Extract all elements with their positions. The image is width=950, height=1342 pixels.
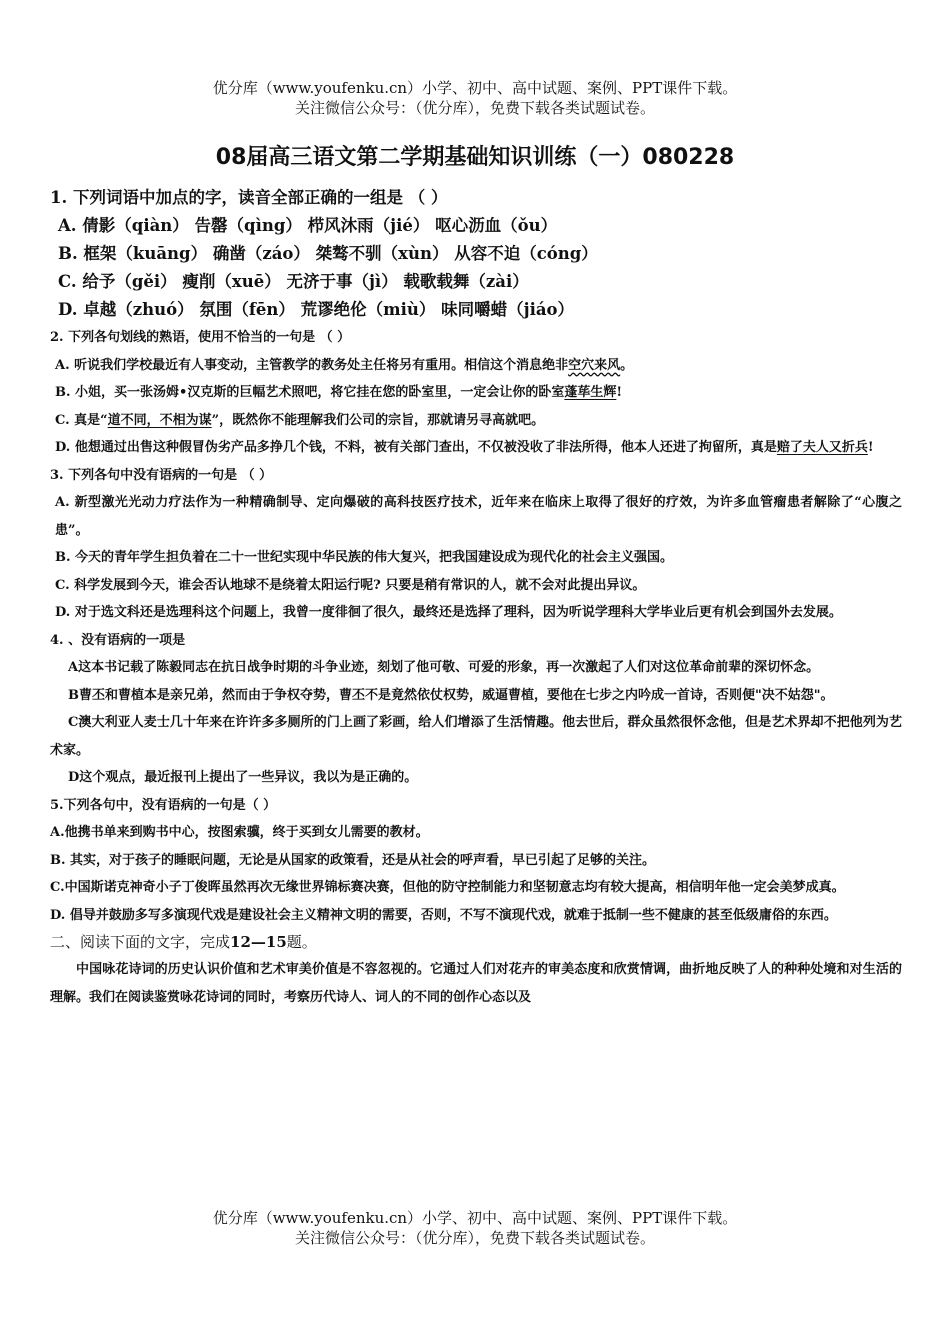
section2-text: 二、阅读下面的文字，完成: [50, 933, 231, 951]
q5-stem: 5.下列各句中，没有语病的一句是（ ）: [50, 797, 277, 813]
q1-option-c: C. 给予（gěi） 瘦削（xuē） 无济于事（jì） 载歌载舞（zài）: [58, 272, 529, 291]
document-body: [50, 184, 902, 1011]
q4-option-b: B曹丕和曹植本是亲兄弟，然而由于争权夺势，曹丕不是竟然依仗权势，威逼曹植，要他在七步之内吟成一首诗，否则便"决不姑怨"。: [68, 687, 834, 703]
header-line1: 优分库（www.youfenku.cn）小学、初中、高中试题、案例、PPT课件下载。: [212, 79, 738, 97]
q2-c-text: C. 真是“: [55, 412, 108, 428]
q3-option-b: B. 今天的青年学生担负着在二十一世纪实现中华民族的伟大复兴，把我国建设成为现代化的社会主义强国。: [55, 550, 674, 565]
q3-option-a: A. 新型激光光动力疗法作为一种精确制导、定向爆破的高科技医疗技术，近年来在临床上取得了很好的疗效，为许多血管瘤患者解除了“心腹之患”。: [55, 495, 902, 538]
q4-option-d: D这个观点，最近报刊上提出了一些异议，我以为是正确的。: [68, 770, 418, 785]
q2-a-idiom: 空穴来风: [568, 357, 621, 373]
q5-option-d: D. 倡导并鼓励多写多演现代戏是建设社会主义精神文明的需要，否则，不写不演现代戏，就难于抵制一些不健康的甚至低级庸俗的东西。: [50, 907, 837, 923]
section2-range: 12—15: [230, 933, 287, 951]
q1-option-d: D. 卓越（zhuó） 氛围（fēn） 荒谬绝伦（miù） 味同嚼蜡（jiáo）: [58, 300, 575, 319]
q2-d-idiom: 赔了夫人又折兵: [776, 440, 868, 455]
q2-option-a: [50, 352, 902, 380]
q4-option-c: C澳大利亚人麦士几十年来在许许多多厕所的门上画了彩画，给人们增添了生活情趣。他去世后，群众虽然很怀念他，但是艺术界却不把他列为艺术家。: [50, 715, 902, 758]
q5-option-b: B. 其实，对于孩子的睡眠问题，无论是从国家的政策看，还是从社会的呼声看，早已引起了足够的关注。: [50, 852, 656, 868]
q4-option-a: A这本书记载了陈毅同志在抗日战争时期的斗争业迹，刻划了他可敬、可爱的形象，再一次激起了人们对这位革命前辈的深切怀念。: [68, 660, 820, 675]
page-title: 08届高三语文第二学期基础知识训练（一）080228: [215, 145, 735, 170]
passage-paragraph: 中国咏花诗词的历史认识价值和艺术审美价值是不容忽视的。它通过人们对花卉的审美态度和欣赏情调，曲折地反映了人的种种处境和对生活的理解。我们在阅读鉴赏咏花诗词的同时，考察历代诗人、词人的不同的创作心态以及: [50, 962, 902, 1005]
q2-b-text: B. 小姐，买一张汤姆•汉克斯的巨幅艺术照吧，将它挂在您的卧室里，一定会让你的卧室: [55, 385, 565, 400]
q2-option-c: [50, 407, 902, 435]
q1-option-a: A. 倩影（qiàn） 告罄（qìng） 栉风沐雨（jié） 呕心沥血（ǒu）: [58, 216, 558, 235]
q3-stem: 3. 下列各句中没有语病的一句是 （ ）: [50, 467, 273, 483]
q3-option-d: D. 对于选文科还是选理科这个问题上，我曾一度徘徊了很久，最终还是选择了理科，因为听说学理科大学毕业后更有机会到国外去发展。: [55, 605, 842, 620]
q2-d-text: D. 他想通过出售这种假冒伪劣产品多挣几个钱，不料，被有关部门查出，不仅被没收了非法所得，他本人还进了拘留所，真是: [55, 440, 777, 455]
section2-end: 题。: [286, 933, 317, 951]
q1-option-b: B. 框架（kuāng） 确凿（záo） 桀骜不驯（xùn） 从容不迫（cóng）: [58, 244, 598, 263]
section2-heading: [50, 929, 902, 956]
header-top: [0, 78, 950, 118]
q2-a-end: 。: [620, 357, 634, 373]
q3-option-c: C. 科学发展到今天，谁会否认地球不是绕着太阳运行呢? 只要是稍有常识的人，就不会对此提出异议。: [55, 577, 646, 593]
footer-line2: 关注微信公众号：（优分库），免费下载各类试题试卷。: [294, 1229, 655, 1247]
footer-line1: 优分库（www.youfenku.cn）小学、初中、高中试题、案例、PPT课件下载。: [212, 1209, 738, 1227]
q2-b-idiom: 蓬荜生辉: [564, 385, 617, 400]
q2-option-b: [50, 379, 902, 407]
q2-c-idiom: 道不同，不相为谋: [107, 412, 212, 428]
q2-d-end: !: [867, 440, 874, 455]
q2-option-d: [50, 434, 902, 462]
q2-c-end: ”，既然你不能理解我们公司的宗旨，那就请另寻高就吧。: [211, 412, 545, 428]
q4-stem: 4. 、没有语病的一项是: [50, 632, 186, 648]
q5-option-c: C.中国斯诺克神奇小子丁俊晖虽然再次无缘世界锦标赛决赛，但他的防守控制能力和坚韧意志均有较大提高，相信明年他一定会美梦成真。: [50, 880, 845, 895]
q5-option-a: A.他携书单来到购书中心，按图索骥，终于买到女儿需要的教材。: [50, 825, 429, 840]
q1-stem: 1. 下列词语中加点的字，读音全部正确的一组是 （ ）: [50, 188, 448, 207]
q2-a-text: A. 听说我们学校最近有人事变动，主管教学的教务处主任将另有重用。相信这个消息绝非: [55, 357, 569, 373]
footer-bottom: [0, 1208, 950, 1248]
header-line2: 关注微信公众号：（优分库），免费下载各类试题试卷。: [294, 99, 655, 117]
q2-stem: 2. 下列各句划线的熟语，使用不恰当的一句是 （ ）: [50, 330, 351, 345]
q2-b-end: !: [616, 385, 623, 400]
